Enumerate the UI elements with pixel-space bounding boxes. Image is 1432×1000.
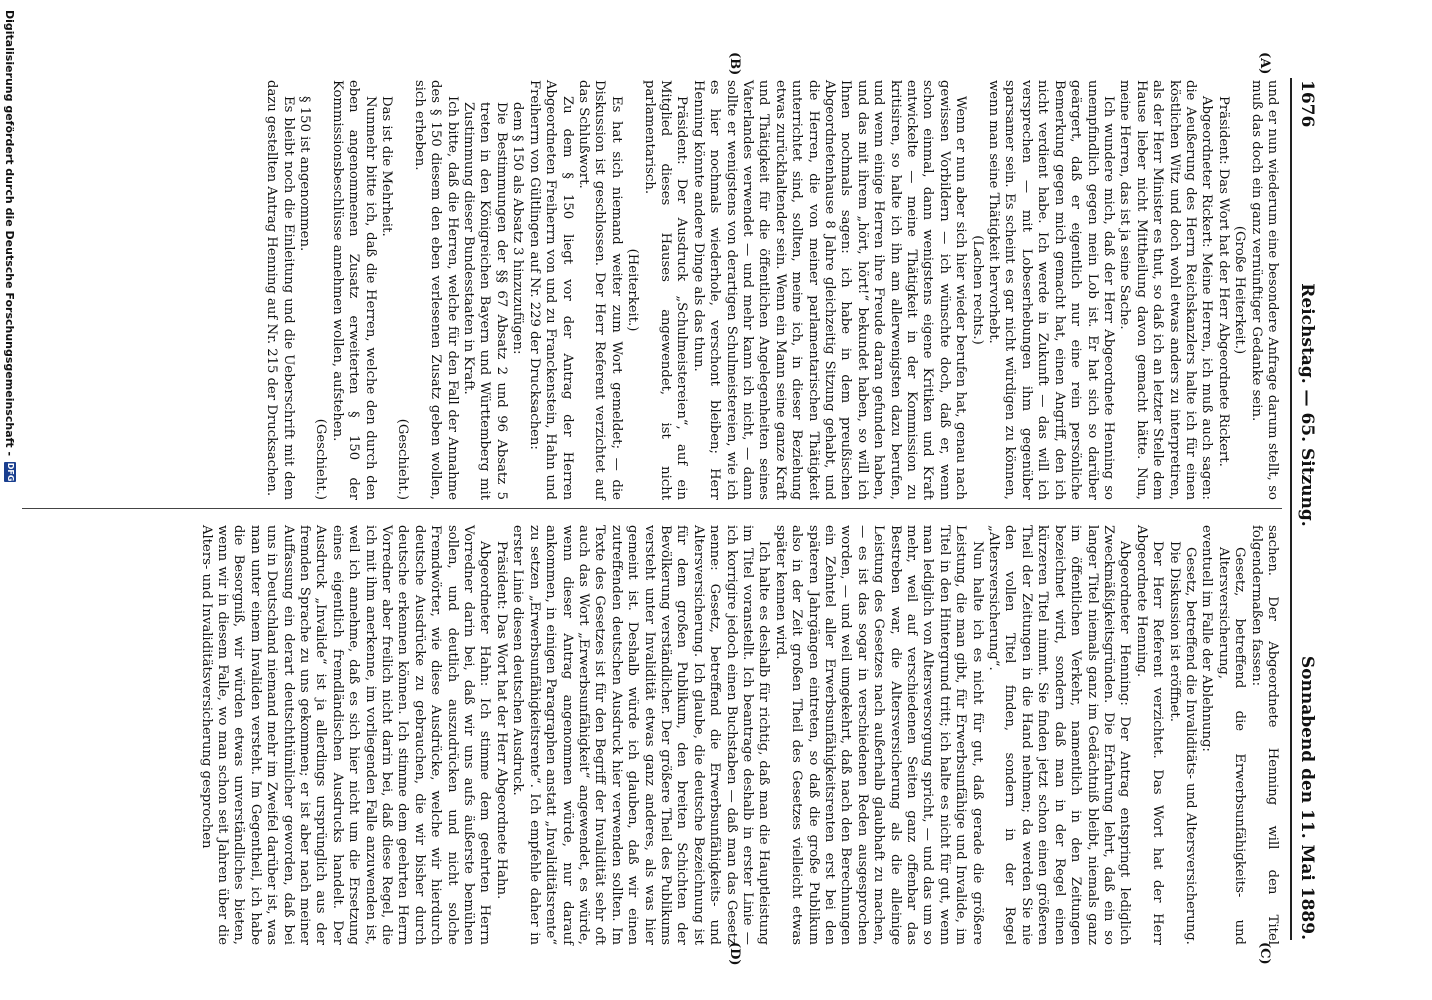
column-divider (22, 508, 1282, 509)
paragraph: Ich halte es deshalb für richtig, daß man die Hauptleistung im Titel voranstellt. Ich beantrage deshalb in erster Linie — ich korrigire jedoch einen Buchstaben — daß man das Gesetz nenne: Gesetz, betreffend die Erwerbsunfähigkeits- und Altersversicherung. Ich glaube, die deutsche Bezeichnung ist für dem großen Publikum, den breiten Schichten der Bevölkerung verständlicher. Der größere Theil des Publikums versteht unter Invalidität etwas ganz anderes, als was hier gemeint ist. Deshalb würde ich glauben, daß wir einen zutreffenden deutschen Ausdruck hier verwenden sollten. Im Texte des Gesetzes ist für den Begriff der Invalidität sehr oft auch das Wort „Erwerbsunfähigkeit“ angewendet, es würde, wenn dieser Antrag angenommen würde, nur darauf ankommen, in einigen Paragraphen anstatt „Invaliditätsrente“ zu setzen „Erwerbsunfähigkeitsrente“. Ich empfehle daher in erster Linie diesen deutschen Ausdruck. (510, 525, 772, 945)
paragraph: Der Herr Referent verzichtet. Das Wort hat der Herr Abgeordnete Henning. (1133, 525, 1166, 945)
paragraph: dem § 150 als Absatz 3 hinzuzufügen: (510, 102, 526, 355)
paragraph: eventuell im Falle der Ablehnung: (1199, 525, 1215, 752)
digitization-footer (0, 0, 20, 1000)
paragraph: Nunmehr bitte ich, daß die Herren, welche den durch den eben angenommenen Zusatz erweiterten § 150 der Kommissionsbeschlüsse annehmen wollen, aufstehen. (329, 80, 378, 500)
page-number: 1676 (1297, 80, 1317, 128)
paragraph: Die Bestimmungen der §§ 67 Absatz 2 und 96 Absatz 5 treten in den Königreichen Bayern und Württemberg mit Zustimmung dieser Bundesstaaten in Kraft. (461, 102, 509, 500)
interjection: (Lachen rechts.) (969, 235, 985, 345)
footer-text: Digitalisierung gefördert durch die Deutsche Forschungsgemeinschaft - (3, 10, 17, 457)
interjection: (Große Heiterkeit.) (1232, 225, 1248, 355)
header-date: Sonnabend den 11. Mai 1889. (1297, 655, 1317, 940)
paragraph: Ich wundere mich, daß der Herr Abgeordnete Henning so unempfindlich gegen mein Lob ist. Er hat sich so darüber geärgert, daß er eigentlich nur eine rein persönliche Bemerkung gegen mich gemacht hat, einen Angriff, den ich nicht verdient habe. Ich werde in Zukunft — das will ich versprechen — mit Lobeserhebungen ihm gegenüber sparsamer sein. Es scheint es gar nicht würdigen zu können, wenn man seine Thätigkeit hervorhebt. (986, 80, 1116, 500)
margin-marker-c: (C) (1257, 942, 1272, 965)
right-column (30, 525, 1280, 945)
paragraph: Das ist die Mehrheit. (379, 96, 395, 237)
paragraph: Zu dem § 150 liegt vor der Antrag der Herren Abgeordneten Freiherrn von und zu Franckenstein, Hahn und Freiherrn von Gültlingen auf Nr. 229 der Drucksachen: (526, 80, 575, 500)
page-header (1292, 80, 1322, 940)
margin-marker-a: (A) (1257, 52, 1272, 75)
paragraph: Gesetz, betreffend die Invaliditäts- und Altersversicherung. (1182, 547, 1198, 945)
paragraph: Präsident: Der Ausdruck „Schulmeistereien“, auf ein Mitglied dieses Hauses angewendet, ist nicht parlamentarisch. (641, 80, 690, 500)
paragraph: Präsident: Das Wort hat der Herr Abgeordnete Hahn. (493, 541, 509, 900)
header-rule (1290, 78, 1292, 940)
interjection: (Geschieht.) (313, 418, 329, 500)
margin-marker-d: (D) (727, 942, 742, 966)
paragraph: Abgeordneter Hahn: Ich stimme dem geehrten Herrn Vorredner darin bei, daß wir uns aufs äußerste bemühen sollen, und deutlich auszudrücken und nicht solche Fremdwörter, wie diese Ausdrücke, welche wir hierdurch deutsche Ausdrücke zu gebrauchen, die wir bisher durch deutsche erkennen können. Ich stimme dem geehrten Herrn Vorredner aber freilich nicht darin bei, daß diese Regel, die ich mit ihm anerkenne, im vorliegenden Falle anzuwenden ist, weil ich annehme, daß es sich hier nicht um die Ersetzung eines eigentlich fremdländischen Ausdrucks handelt. Der Ausdruck „Invalide“ ist ja allerdings ursprünglich aus der fremden Sprache zu uns gekommen; er ist aber nach meiner Auffassung ein derart deutschthümlicher geworden, daß bei uns in Deutschland niemand mehr im Zweifel darüber ist, was man unter einem Invaliden versteht. Im Gegentheil, ich habe die Besorgniß, wir würden etwas unverständliches bieten, wenn wir in diesem Falle, wo man schon seit Jahren über die Alters- und Invaliditätsversicherung gesprochen (198, 525, 493, 945)
header-title: Reichstag. — 65. Sitzung. (1297, 283, 1317, 527)
paragraph: Wenn er nun aber sich hier wieder berufen hat, genau nach gewissen Vorbildern — ich wünschte doch, daß er, wenn schon einmal, dann wenigstens eigene Kritiken und Kraft entwickelte — meine Thätigkeit in der Kommission zu kritisiren, so halte ich ihn am allerwenigsten dazu berufen, und wenn einige Herren ihre Freude daran gefunden haben, und das mit ihrem „hört, hört!“ bekundet haben, so will ich Ihnen nochmals sagen: ich habe in dem preußischen Abgeordnetenhause 8 Jahre gleichzeitig Sitzung gehabt, und die Herren, die von meiner parlamentarischen Thätigkeit unterrichtet sind, sollten, meine ich, in dieser Beziehung etwas zurückhaltender sein. Wenn ein Mann seine ganze Kraft und Thätigkeit für die öffentlichen Angelegenheiten seines Vaterlandes verwendet — und mehr kann ich nicht, — dann sollte er wenigstens von derartigen Schulmeistereien, wie ich es hier nochmals wiederhole, verschont bleiben; Herr Henning könnte andere Dinge als das thun. (690, 80, 969, 500)
paragraph: § 150 ist angenommen. (297, 96, 313, 252)
paragraph: Die Diskussion ist eröffnet. (1166, 541, 1182, 722)
paragraph: Es bleibt noch die Einleitung und die Ueberschrift mit dem dazu gestellten Antrag Henning auf Nr. 215 der Drucksachen. (264, 80, 296, 500)
paragraph: Nun halte ich es nicht für gut, daß gerade die größere Leistung, die man gibt, für Erwerbsunfähige und Invalide, im Titel in den Hintergrund tritt; ich halte es nicht für gut, wenn man lediglich von Altersversorgung spricht, — und das um so mehr, weil auf verschiedenen Seiten ganz offenbar das Bestreben war, die Altersversicherung als die alleinige Leistung des Gesetzes nach außerhalb glaubhaft zu machen, — es ist das sogar in verschiedenen Reden ausgesprochen worden, — und weil umgekehrt, daß nach den Berechnungen ein Zehntel aller Erwerbsunfähigkeitsrenten erst bei den späteren Jahrgängen eintreten, so daß die große Publikum also in der Zeit großen Theil des Gesetzes vielleicht etwas später kennen wird. (772, 525, 985, 945)
paragraph: Abgeordneter Rickert: Meine Herren, ich muß auch sagen: die Aeußerung des Herrn Reichskanzlers halte ich für einen köstlichen Witz und doch wohl etwas anders zu interpretiren, als der Herr Minister es thut, so daß ich an letzter Stelle dem Hause lieber nicht Mittheilung davon gemacht hätte. Nun, meine Herren, das ist ja seine Sache. (1117, 80, 1215, 500)
dfg-logo-icon: DFG (6, 462, 15, 482)
left-column (30, 80, 1280, 500)
paragraph: Es hat sich niemand weiter zum Wort gemeldet; — die Diskussion ist geschlossen. Der Herr Referent verzichtet auf das Schlußwort. (575, 80, 624, 500)
paragraph: Gesetz, betreffend die Erwerbsunfähigkeits- und Altersversicherung, (1215, 547, 1248, 945)
interjection: (Geschieht.) (395, 418, 411, 500)
paragraph: Abgeordneter Henning: Der Antrag entspringt lediglich Zweckmäßigkeitsgründen. Die Erfahrung lehrt, daß ein so langer Titel niemals ganz im Gedächtniß bleibt, niemals ganz im öffentlichen Verkehr, namentlich in den Zeitungen bezeichnet wird, sondern daß man in der Regel einen kürzeren Titel nimmt. Sie finden jetzt schon einen größeren Theil der Zeitungen in die Hand nehmen; da werden Sie nie den vollen Titel finden, sondern in der Regel „Altersversicherung“. (986, 525, 1133, 945)
margin-marker-b: (B) (727, 52, 742, 76)
interjection: (Heiterkeit.) (625, 248, 641, 332)
paragraph: Präsident: Das Wort hat der Herr Abgeordnete Rickert. (1215, 96, 1231, 467)
paragraph: und er nun wiederum eine besondere Anfrage darum stellt, so muß das doch ein ganz vernünftiger Gedanke sein. (1248, 80, 1280, 500)
paragraph: sachen. Der Abgeordnete Henning will den Titel folgendermaßen fassen: (1248, 525, 1280, 945)
paragraph: Ich bitte, daß die Herren, welche für den Fall der Annahme des § 150 diesem den eben verlesenen Zusatz geben wollen, sich erheben. (411, 80, 460, 500)
